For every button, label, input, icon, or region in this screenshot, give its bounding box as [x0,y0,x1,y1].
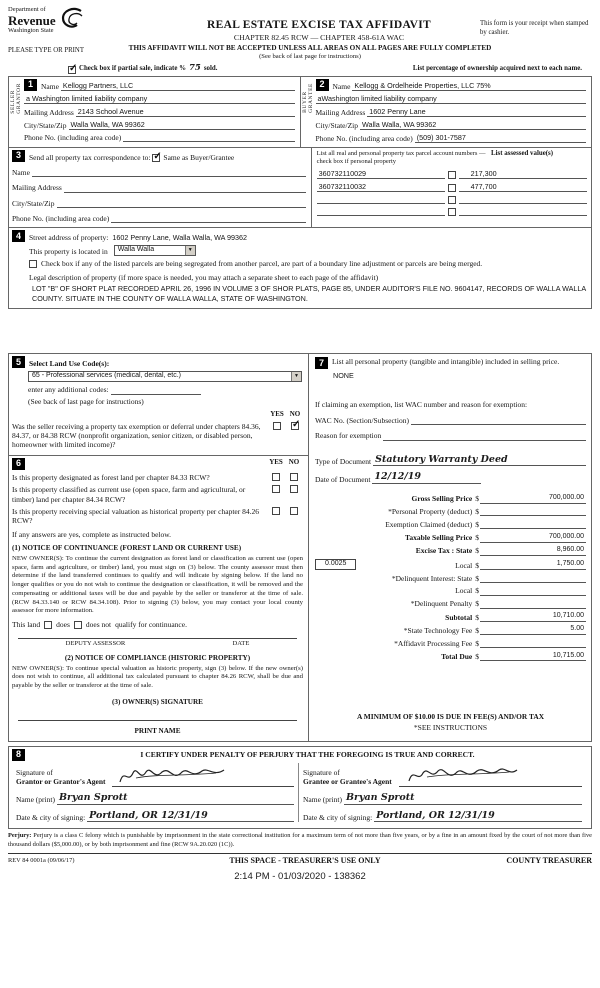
section-1-badge: 1 [24,79,37,91]
parcel-number-field[interactable]: 360732110029 [317,169,445,179]
this-land-label: This land [12,619,41,629]
designation-section [9,455,308,741]
acceptance-warning: THIS AFFIDAVIT WILL NOT BE ACCEPTED UNLESS ALL AREAS ON ALL PAGES ARE FULLY COMPLETED [128,44,492,53]
land-use-section [9,354,308,454]
seller-name-field[interactable]: Kellogg Partners, LLC [61,81,295,91]
buyer-grantee-side-label: BUYER GRANTEE [301,82,314,113]
exemption-claimed-field[interactable] [480,520,586,529]
taxable-selling-price-label: Taxable Selling Price [405,533,473,543]
assessed-value-field[interactable]: 477,700 [459,182,587,192]
dollar-sign: $ [475,494,479,504]
wac-number-label: WAC No. (Section/Subsection) [315,415,409,425]
assessed-value-field[interactable] [459,195,587,204]
corr-name-label: Name [12,167,30,177]
deputy-date-label: DATE [232,640,250,648]
qualify-label: qualify for continuance. [115,619,187,629]
parcel-personal-checkbox[interactable] [448,196,456,204]
date-of-document-label: Date of Document [315,474,371,484]
parcel-row [317,169,587,179]
seller-section [9,77,301,147]
grantor-signature-field[interactable] [112,763,294,787]
receipt-note-line1: This form is your receipt [480,20,548,27]
personal-property-label: List all personal property (tangible and intangible) included in selling price. [332,357,560,367]
additional-codes-field[interactable] [111,386,201,395]
dollar-sign: $ [475,533,479,543]
yes-header: YES [269,457,283,466]
dollar-sign: $ [475,599,479,609]
same-as-buyer-checkbox[interactable] [152,154,160,162]
owners-signature-title: (3) OWNER(S) SIGNATURE [112,697,203,706]
reason-exemption-field[interactable] [383,432,586,441]
dropdown-arrow-icon[interactable]: ▼ [291,372,301,381]
dropdown-arrow-icon[interactable]: ▼ [185,246,195,255]
current-use-question: Is this property classified as current use (open space, farm and agricultural, or timber) land per chapter 84.34 RCW? [12,485,246,504]
grantor-date-city-field[interactable]: Portland, OR 12/31/19 [87,810,294,823]
excise-tax-local-field[interactable]: 1,750.00 [480,560,586,570]
delinquent-interest-state-label: *Delinquent Interest: State [391,573,473,583]
revenue-label: Revenue [8,13,56,29]
seller-city-field[interactable]: Walla Walla, WA 99362 [69,120,295,130]
dor-logo-block [8,6,158,43]
exemption-no-checkbox[interactable] [291,422,299,430]
seller-grantor-side-label: SELLER GRANTOR [10,82,23,114]
delinquent-interest-local-field[interactable] [480,587,586,596]
certification-section [8,746,592,830]
date-city-label: Date & city of signing: [16,813,86,823]
see-instructions-note: *SEE INSTRUCTIONS [413,723,488,733]
money-row [315,574,586,583]
dollar-sign: $ [475,507,479,517]
forest-land-question: Is this property designated as forest land per chapter 84.33 RCW? [12,472,210,482]
seller-mailing-label: Mailing Address [24,107,74,117]
washington-state-label: Washington State [8,27,54,35]
money-row [315,586,586,595]
grantee-signature-block [299,763,586,823]
buyer-city-label: City/State/Zip [315,120,358,130]
does-label: does [56,619,70,629]
dollar-sign: $ [475,638,479,648]
personal-property-deduct-label: *Personal Property (deduct) [388,507,473,517]
corr-phone-label: Phone No. (including area code) [12,214,110,224]
additional-codes-label: enter any additional codes: [28,385,109,395]
partial-sale-label: Check box if partial sale, indicate % [79,65,186,73]
buyer-city-field[interactable]: Walla Walla, WA 99362 [360,120,586,130]
dollar-sign: $ [475,546,479,556]
money-row [315,507,586,516]
located-in-dropdown[interactable] [114,245,196,256]
owners-signature-line[interactable] [18,707,297,721]
notice-compliance-body: NEW OWNER(S): To continue special valuation as historic property, sign (3) below. If the new owner(s) does not wish to continue, all additional tax calculated pursuant to chapter 84.26 RCW, shall be due and payable by the seller or transferor at the time of sale. [12,664,303,689]
buyer-mailing-label: Mailing Address [315,107,366,117]
no-header: NO [289,409,301,418]
perjury-label: Perjury: [8,832,32,840]
footer-row [8,853,592,866]
dollar-sign: $ [475,560,479,570]
excise-tax-state-label: Excise Tax : State [415,546,473,556]
cashier-timestamp: 2:14 PM - 01/03/2020 - 138362 [234,870,366,882]
partial-sale-suffix: sold. [203,65,218,73]
corr-city-field[interactable] [57,199,306,208]
historic-no-checkbox[interactable] [290,507,298,515]
legal-description-label: Legal description of property (if more space is needed, you may attach a separate sheet to each page of the affidavit) [29,272,379,282]
street-address-label: Street address of property: [29,233,109,243]
seller-name-label: Name [41,81,59,91]
historic-yes-checkbox[interactable] [272,507,280,515]
forest-no-checkbox[interactable] [290,473,298,481]
current-use-yes-checkbox[interactable] [272,485,280,493]
see-back-note: (See back of last page for instructions) [259,53,361,61]
money-row [315,639,586,648]
parcel-row [317,182,587,192]
dollar-sign: $ [475,519,479,529]
delinquent-penalty-label: *Delinquent Penalty [410,599,473,609]
type-of-document-field[interactable]: Statutory Warranty Deed [373,454,586,467]
money-row [315,520,586,529]
personal-property-deduct-field[interactable] [480,507,586,516]
perjury-certification-statement: I CERTIFY UNDER PENALTY OF PERJURY THAT THE FOREGOING IS TRUE AND CORRECT. [140,749,475,759]
partial-sale-row [68,63,592,74]
dollar-sign: $ [475,573,479,583]
form-revision-number: REV 84 0001a (09/06/17) [8,856,75,864]
land-use-title: Select Land Use Code(s): [29,359,110,369]
grantor-signature-scribble [116,764,236,788]
parcel-number-field[interactable] [317,195,445,204]
grantee-name-print-field[interactable]: Bryan Sprott [344,792,582,805]
current-use-no-checkbox[interactable] [290,485,298,493]
dor-swirl-logo-icon [59,6,85,43]
date-city-label: Date & city of signing: [303,813,373,823]
ownership-percentage-note: List percentage of ownership acquired next to each name. [412,65,582,73]
grantor-name-print-field[interactable]: Bryan Sprott [57,792,294,805]
sale-details-section [309,354,591,740]
section-8-badge: 8 [12,749,25,761]
delinquent-interest-local-label: Local [455,586,473,596]
land-does-not-checkbox[interactable] [74,621,82,629]
name-print-label: Name (print) [16,795,55,805]
affidavit-processing-fee-label: *Affidavit Processing Fee [394,638,473,648]
exemption-claim-label: If claiming an exemption, list WAC number and reason for exemption: [315,400,528,410]
exemption-claimed-label: Exemption Claimed (deduct) [385,519,473,529]
form-title: REAL ESTATE EXCISE TAX AFFIDAVIT [207,19,431,31]
parcel-row [317,207,587,216]
grantee-signature-scribble [403,764,523,788]
parties-section [9,77,591,147]
assessed-value-field[interactable]: 217,300 [459,169,587,179]
receipt-note [480,6,592,43]
state-technology-fee-field[interactable]: 5.00 [480,625,586,635]
state-technology-fee-label: *State Technology Fee [403,625,473,635]
middle-form-block [8,353,592,741]
parcel-personal-checkbox[interactable] [448,208,456,216]
segregated-parcels-checkbox[interactable] [29,260,37,268]
money-row [315,559,586,570]
affidavit-processing-fee-field[interactable] [480,639,586,648]
grantee-signature-field[interactable] [399,763,582,787]
seller-phone-field[interactable] [123,133,294,142]
located-in-label: This property is located in [29,246,108,256]
segregated-parcels-label: Check box if any of the listed parcels are being segregated from another parcel, are part of a boundary line adjustment or parcels are being merged. [41,259,483,269]
sub-header [8,44,592,61]
grantor-agent-label: Grantor or Grantor's Agent [16,777,106,787]
excise-tax-local-label: Local [455,560,473,570]
historic-property-question: Is this property receiving special valuation as historical property per chapter 84.26 RCW? [12,506,260,526]
seller-entity-field[interactable]: a Washington limited liability company [24,94,295,104]
dollar-sign: $ [475,586,479,596]
money-row [315,546,586,556]
county-treasurer-label: COUNTY TREASURER [506,855,592,865]
name-print-label: Name (print) [303,795,342,805]
deputy-assessor-label: DEPUTY ASSESSOR [65,640,126,648]
assessed-value-field[interactable] [459,207,587,216]
parcel-number-field[interactable]: 360732110032 [317,182,445,192]
money-row [315,625,586,635]
section-7-badge: 7 [315,357,328,369]
dept-of-label: Department of [8,6,46,13]
no-header: NO [288,457,300,466]
treasurer-use-only-label: THIS SPACE - TREASURER'S USE ONLY [229,855,381,865]
corr-mailing-field[interactable] [64,184,306,193]
tax-correspondence-section [9,147,591,228]
perjury-clause [8,832,592,849]
wac-number-field[interactable] [411,416,586,425]
yes-header: YES [270,409,284,418]
same-as-buyer-label: Same as Buyer/Grantee [163,152,235,162]
print-name-label: PRINT NAME [134,726,181,735]
forest-yes-checkbox[interactable] [272,473,280,481]
buyer-section [301,77,592,147]
property-location-section [9,227,591,308]
buyer-phone-field[interactable]: (509) 301-7587 [415,133,586,143]
taxable-selling-price-field[interactable]: 700,000.00 [480,533,586,543]
grantor-signature-block [12,763,299,823]
subtotal-field[interactable]: 10,710.00 [480,612,586,622]
signature-of-label: Signature of [16,767,53,777]
dollar-sign: $ [475,612,479,622]
buyer-entity-field[interactable]: aWashington limited liability company [316,94,587,104]
buyer-mailing-field[interactable]: 1602 Penny Lane [367,107,586,117]
corr-name-field[interactable] [32,168,306,177]
exemption-yes-checkbox[interactable] [273,422,281,430]
perjury-body: Perjury is a class C felony which is punishable by imprisonment in the state correctional institution for a maximum term of not more than five years, or by a fine in an amount fixed by the court of not more than five thousand dollars ($5,000.00), or by both imprisonment and fine (RCW 9A.20.020 (1C)). [8,832,592,849]
notice-continuance-title: (1) NOTICE OF CONTINUANCE (FOREST LAND OR CURRENT USE) [12,544,242,553]
gross-selling-price-field[interactable]: 700,000.00 [480,494,586,504]
subtotal-label: Subtotal [445,612,473,622]
buyer-name-label: Name [332,81,351,91]
minimum-fee-note: A MINIMUM OF $10.00 IS DUE IN FEE(S) AND/OR TAX [356,712,545,722]
legal-description-value[interactable]: LOT "B" OF SHORT PLAT RECORDED APRIL 26, 1996 IN VOLUME 3 OF SHOR PLATS, PAGE 85, UNDER AUDITOR'S FILE NO. 9604147, RECORDS OF WALLA WALLA COUNTY. SITUATE IN THE COUNTY OF WALLA WALLA, STATE OF WASHINGTON. [32,283,586,303]
upper-form-block [8,76,592,309]
gross-selling-price-label: Gross Selling Price [411,494,473,504]
seller-mailing-field[interactable]: 2143 School Avenue [76,107,295,117]
buyer-name-field[interactable]: Kellogg & Ordelheide Properties, LLC 75% [352,81,586,91]
parcel-numbers-header: List all real and personal property tax parcel account numbers — check box if personal property [316,149,486,165]
parcel-number-field[interactable] [317,207,445,216]
buyer-phone-label: Phone No. (including area code) [315,133,413,143]
receipt-note-line2: when stamped by cashier. [480,20,589,36]
does-not-label: does not [85,619,112,629]
money-row [315,533,586,543]
grantee-date-city-field[interactable]: Portland, OR 12/31/19 [374,810,582,823]
seller-city-label: City/State/Zip [24,120,67,130]
section-2-badge: 2 [316,79,329,91]
parcel-row [317,195,587,204]
total-due-field[interactable]: 10,715.00 [480,652,586,662]
date-of-document-field[interactable]: 12/12/19 [372,471,481,484]
section-6-badge: 6 [12,458,25,470]
land-use-dropdown[interactable] [28,371,302,382]
corr-city-label: City/State/Zip [12,198,55,208]
parcel-personal-checkbox[interactable] [448,184,456,192]
located-in-value: Walla Walla [117,246,155,254]
corr-phone-field[interactable] [111,214,305,223]
dollar-sign: $ [475,651,479,661]
notice-compliance-title: (2) NOTICE OF COMPLIANCE (HISTORIC PROPERTY) [64,653,251,662]
section-3-badge: 3 [12,150,25,162]
type-of-document-label: Type of Document [315,457,372,467]
dollar-sign: $ [475,625,479,635]
total-due-label: Total Due [441,651,473,661]
land-use-code-value: 65 - Professional services (medical, dental, etc.) [32,372,182,380]
assessed-values-header: List assessed value(s) [491,149,554,157]
chapter-subtitle: CHAPTER 82.45 RCW — CHAPTER 458-61A WAC [233,33,405,43]
please-type-or-print-label: PLEASE TYPE OR PRINT [8,47,84,55]
land-does-checkbox[interactable] [44,621,52,629]
money-row [315,652,586,662]
seller-phone-label: Phone No. (including area code) [24,132,122,142]
section-4-badge: 4 [12,230,25,242]
reason-exemption-label: Reason for exemption [315,431,382,441]
money-row [315,494,586,504]
money-row [315,599,586,608]
excise-tax-state-field[interactable]: 8,960.00 [480,546,586,556]
local-rate-box: 0.0025 [315,559,356,570]
delinquent-penalty-field[interactable] [480,600,586,609]
street-address-value[interactable]: 1602 Penny Lane, Walla Walla, WA 99362 [112,233,248,243]
delinquent-interest-state-field[interactable] [480,574,586,583]
partial-sale-percent-value[interactable]: 75 [189,63,201,74]
sec5-see-back-note: (See back of last page for instructions) [28,396,144,406]
partial-sale-checkbox[interactable] [68,66,76,74]
grantee-agent-label: Grantee or Grantee's Agent [303,777,392,787]
deputy-assessor-signature-line[interactable] [18,629,297,639]
personal-property-value[interactable]: NONE [333,371,354,381]
send-correspondence-label: Send all property tax correspondence to: [29,152,151,162]
notice-continuance-body: NEW OWNER(S): To continue the current designation as forest land or classification as current use (open space, farm and agriculture, or timber) land, you must sign on (3) below. The county assessor must then determine if the land transferred continues to qualify and will indicate by signing below. If the land no longer qualifies or you do not wish to continue the designation or classification, it will be removed and the compensating or additional taxes will be due and payable by the seller or transferor at the time of sale. (RCW 84.33.140 or RCW 84.34.108). Prior to signing (3) below, you may contact your local county assessor for more information. [12,555,303,615]
parcel-personal-checkbox[interactable] [448,171,456,179]
corr-mailing-label: Mailing Address [12,183,62,193]
money-row [315,612,586,622]
answers-yes-note: If any answers are yes, complete as instructed below. [12,529,172,539]
signature-of-label: Signature of [303,767,340,777]
section-5-badge: 5 [12,356,25,368]
header [8,6,592,43]
exemption-deferral-question: Was the seller receiving a property tax exemption or deferral under chapters 84.36, 84.37, or 84.38 RCW (nonprofit organization, senior citizen, or disabled person, homeowner with limited income)? [12,421,261,450]
